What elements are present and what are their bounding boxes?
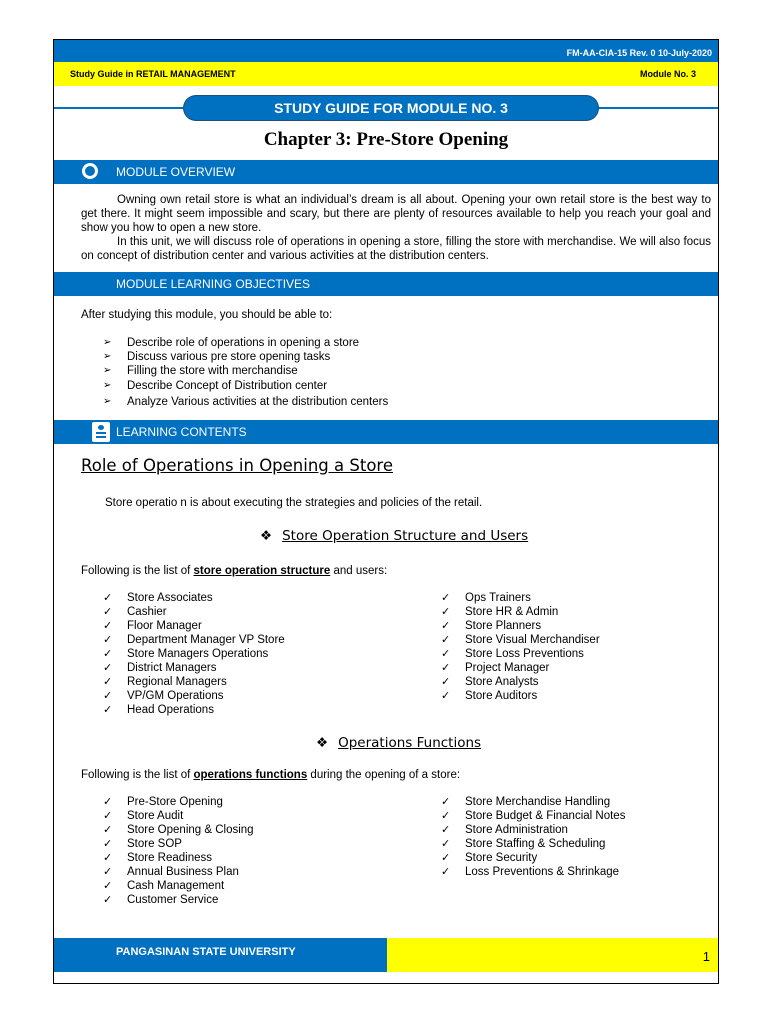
- list-item: ✓ Regional Managers: [103, 675, 285, 689]
- list-item: ✓ Floor Manager: [103, 619, 285, 633]
- list-item: ➢ Describe Concept of Distribution center: [103, 379, 388, 393]
- list-item: ➢ Discuss various pre store opening tasks: [103, 350, 388, 364]
- footer-university: [54, 938, 387, 972]
- list-item: ✓ Loss Preventions & Shrinkage: [441, 865, 625, 879]
- objectives-list: [103, 336, 388, 409]
- role-of-operations-text: Store operatio n is about executing the strategies and policies of the retail.: [105, 497, 483, 509]
- list-item: ✓ Store Associates: [103, 591, 285, 605]
- structure-intro: Following is the list of store operation structure and users:: [81, 565, 388, 577]
- structure-list-right: [441, 591, 600, 703]
- university-name: PANGASINAN STATE UNIVERSITY: [116, 946, 296, 958]
- list-item: ➢ Filling the store with merchandise: [103, 364, 388, 378]
- structure-heading: [260, 528, 528, 544]
- footer-page: [387, 938, 719, 972]
- structure-title: Store Operation Structure and Users: [282, 528, 529, 544]
- form-code-bar: [54, 40, 718, 62]
- list-item: ➢ Analyze Various activities at the distribution centers: [103, 395, 388, 409]
- functions-intro-bold: operations functions: [193, 769, 308, 781]
- page-number: 1: [702, 949, 710, 964]
- functions-intro: Following is the list of operations functions during the opening of a store:: [81, 769, 461, 781]
- module-overview-heading: MODULE OVERVIEW: [116, 165, 236, 179]
- learning-objectives-heading: MODULE LEARNING OBJECTIVES: [116, 277, 311, 291]
- list-item: ✓ Store Auditors: [441, 689, 600, 703]
- module-banner: STUDY GUIDE FOR MODULE NO. 3: [184, 96, 598, 120]
- functions-list-right: [441, 795, 625, 879]
- learning-objectives-header: [54, 272, 718, 296]
- study-guide-bar: [54, 62, 718, 86]
- list-item: ✓ Store Managers Operations: [103, 647, 285, 661]
- list-item: ✓ Department Manager VP Store: [103, 633, 285, 647]
- list-item: ✓ Cashier: [103, 605, 285, 619]
- list-item: ✓ Head Operations: [103, 703, 285, 717]
- magnifier-icon: [80, 161, 100, 181]
- list-item: ✓ Store Analysts: [441, 675, 600, 689]
- list-item: ✓ Store Loss Preventions: [441, 647, 600, 661]
- role-of-operations-heading: Role of Operations in Opening a Store: [81, 456, 393, 475]
- structure-list-left: [103, 591, 285, 717]
- list-item: ✓ Store Staffing & Scheduling: [441, 837, 625, 851]
- list-item: ✓ Store HR & Admin: [441, 605, 600, 619]
- module-number: Module No. 3: [640, 69, 696, 79]
- functions-list-left: [103, 795, 254, 907]
- list-item: ✓ Customer Service: [103, 893, 254, 907]
- structure-intro-bold: store operation structure: [193, 565, 331, 577]
- functions-title: Operations Functions: [338, 735, 482, 751]
- list-item: ✓ Annual Business Plan: [103, 865, 254, 879]
- list-item: ✓ VP/GM Operations: [103, 689, 285, 703]
- list-item: ✓ Ops Trainers: [441, 591, 600, 605]
- diamond-bullet-icon: ❖: [316, 735, 329, 751]
- objectives-intro: After studying this module, you should be able to:: [81, 309, 333, 321]
- list-item: ✓ Store Visual Merchandiser: [441, 633, 600, 647]
- overview-text: [81, 193, 711, 263]
- list-item: ✓ Store Readiness: [103, 851, 254, 865]
- document-icon: [92, 422, 110, 442]
- module-overview-header: [54, 160, 718, 184]
- list-item: ✓ Pre-Store Opening: [103, 795, 254, 809]
- functions-heading: [316, 735, 481, 751]
- chapter-title: Chapter 3: Pre-Store Opening: [263, 129, 509, 150]
- study-guide-title: Study Guide in RETAIL MANAGEMENT: [70, 69, 236, 79]
- list-item: ✓ Cash Management: [103, 879, 254, 893]
- list-item: ✓ Project Manager: [441, 661, 600, 675]
- overview-paragraph-2: In this unit, we will discuss role of operations in opening a store, filling the store with merchandise. We will also focus on concept of distribution center and various activities at the distribution centers.: [81, 236, 711, 262]
- list-item: ✓ Store Planners: [441, 619, 600, 633]
- diamond-bullet-icon: ❖: [260, 528, 273, 544]
- list-item: ✓ Store Audit: [103, 809, 254, 823]
- list-item: ✓ District Managers: [103, 661, 285, 675]
- list-item: ✓ Store SOP: [103, 837, 254, 851]
- list-item: ✓ Store Merchandise Handling: [441, 795, 625, 809]
- form-code: FM-AA-CIA-15 Rev. 0 10-July-2020: [566, 48, 712, 58]
- list-item: ✓ Store Budget & Financial Notes: [441, 809, 625, 823]
- list-item: ✓ Store Administration: [441, 823, 625, 837]
- learning-contents-heading: LEARNING CONTENTS: [116, 425, 247, 439]
- overview-paragraph-1: Owning own retail store is what an individual’s dream is all about. Opening your own retail store is the best way to get there. It might seem impossible and scary, but there are plenty of resources available to help you reach your goal and show you how to open a new store.: [81, 194, 711, 234]
- list-item: ➢ Describe role of operations in opening a store: [103, 336, 388, 350]
- list-item: ✓ Store Security: [441, 851, 625, 865]
- list-item: ✓ Store Opening & Closing: [103, 823, 254, 837]
- document-page: [53, 39, 719, 984]
- learning-contents-header: [54, 420, 718, 444]
